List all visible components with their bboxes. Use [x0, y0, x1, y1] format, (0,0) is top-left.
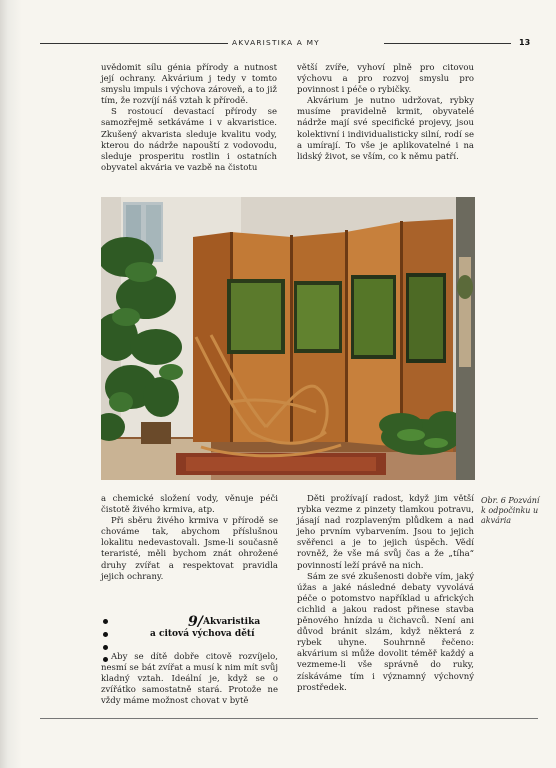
photo-illustration	[101, 197, 475, 480]
paragraph: Akvárium je nutno udržovat, rybky musíme pravidelně krmit, obyvatelé nádrže mají své specifické projevy, jsou kolektivní i individualisticky silní, rodí se a umírají. To vše je aplikovatelné i na lidský život, se vším, co k němu patří.	[297, 96, 474, 162]
paragraph: a chemické složení vody, věnuje péči čistotě živého krmiva, atp.	[101, 494, 278, 516]
paragraph: větší zvíře, vyhoví plně pro citovou výchovu a pro rozvoj smyslu pro povinnost i péče o rybičky.	[297, 63, 474, 96]
paragraph: Děti prožívají radost, když jim větší rybka vezme z pinzety tlamkou potravu, jásají nad rozplaveným plůdkem a nad jeho prvním vybarvením. Jsou to jejich svěřenci a je to jejich úspěch. Vědí rovněž, že vše má svůj čas a že „tíha“ povinností leží právě na nich.	[297, 494, 474, 571]
paragraph: Při sběru živého krmiva v přírodě se chováme tak, abychom příslušnou lokalitu nedevastovali. Jsme-li současně teraristé, měli bychom znát ohrožené druhy zvířat a respektovat pravidla jejich ochrany.	[101, 516, 278, 582]
paragraph: Aby se dítě dobře citově rozvíjelo, nesmí se bát zvířat a musí k nim mít svůj kladný vztah. Ideální je, když se o zvířátko samostatně stará. Protože ne vždy máme možnost chovat v bytě	[101, 652, 278, 707]
figure-photo-aquarium-room	[101, 197, 475, 480]
bottom-right-column	[297, 494, 474, 694]
running-header: AKVARISTIKA A MY	[232, 38, 320, 47]
section-number: 9/	[188, 614, 203, 630]
bullet-marker	[103, 632, 108, 637]
bottom-left-column	[101, 494, 278, 583]
paragraph: Sám ze své zkušenosti dobře vím, jaký úžas a jaké následné debaty vyvolává péče o potomstvo například u afrických cichlid a jakou radost přinese stavba pěnového hnízda u čichavců. Není ani důvod bránit slzám, když některá z rybek uhyne. Souhrnně řečeno: akvárium si může dovolit téměř každý a vezmeme-li vše správně do ruky, získáváme tím i významný výchovný prostředek.	[297, 571, 474, 693]
bullet-marker	[103, 645, 108, 650]
paragraph: uvědomit sílu génia přírody a nutnost její ochrany. Akvárium j tedy v tomto smyslu impuls i výchova zároveň, a to již tím, že rozvíjí náš vztah k přírodě.	[101, 63, 277, 107]
footer-rule	[40, 718, 538, 719]
bullet-marker	[103, 619, 108, 624]
top-left-column	[101, 63, 277, 174]
header-rule-right	[384, 43, 511, 44]
top-right-column	[297, 63, 474, 163]
figure-caption: Obr. 6 Pozvání k odpočinku u akvária	[481, 496, 540, 525]
bottom-left-column-continued	[101, 652, 278, 707]
section-subheading: a citová výchova dětí	[150, 629, 255, 639]
header-rule-left	[40, 43, 228, 44]
paragraph: S rostoucí devastací přírody se samozřejmě setkáváme i v akvaristice. Zkušený akvarista sleduje kvalitu vody, kterou do nádrže napouští z vodovodu, sleduje prosperitu rostlin i ostatních obyvatel akvária ve vazbě na čistotu	[101, 107, 277, 173]
section-heading: Akvaristika	[203, 617, 261, 627]
page-number: 13	[519, 38, 531, 47]
